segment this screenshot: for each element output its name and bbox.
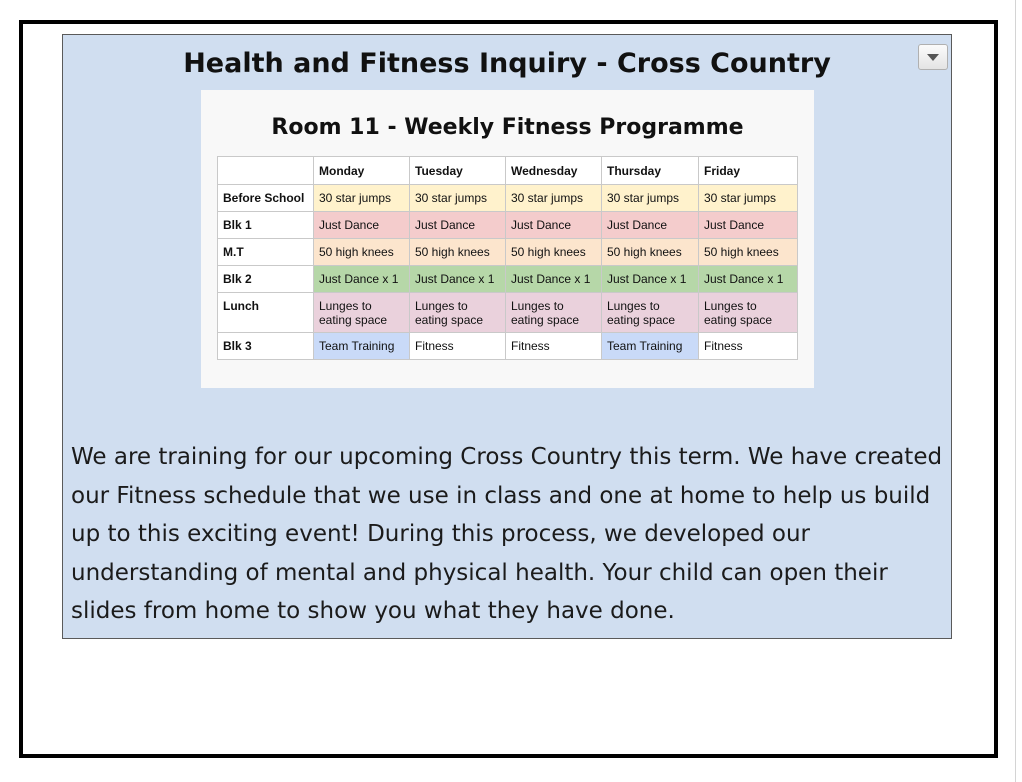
table-row: [218, 239, 798, 266]
row-label: Blk 3: [218, 333, 314, 360]
scrollbar-track[interactable]: [1015, 0, 1016, 782]
header-day: Monday: [314, 157, 410, 185]
table-row: [218, 333, 798, 360]
table-cell: Lunges to eating space: [699, 293, 798, 333]
table-cell: Just Dance: [506, 212, 602, 239]
table-cell: 50 high knees: [506, 239, 602, 266]
table-cell: 30 star jumps: [602, 185, 699, 212]
row-label: M.T: [218, 239, 314, 266]
table-cell: Just Dance x 1: [602, 266, 699, 293]
header-corner: [218, 157, 314, 185]
table-cell: Lunges to eating space: [314, 293, 410, 333]
table-cell: 50 high knees: [314, 239, 410, 266]
header-day: Wednesday: [506, 157, 602, 185]
row-label: Before School: [218, 185, 314, 212]
header-day: Thursday: [602, 157, 699, 185]
table-cell: Team Training: [314, 333, 410, 360]
table-cell: Just Dance x 1: [699, 266, 798, 293]
table-cell: Fitness: [699, 333, 798, 360]
row-label: Lunch: [218, 293, 314, 333]
description-text: We are training for our upcoming Cross Country this term. We have created our Fitness schedule that we use in class and one at home to help us build up to this exciting event! During this process, we developed our understanding of mental and physical health. Your child can open their slides from home to show you what they have done.: [71, 444, 943, 624]
panel-title: Health and Fitness Inquiry - Cross Country: [183, 48, 831, 79]
table-row: [218, 293, 798, 333]
table-header-row: [218, 157, 798, 185]
table-cell: Fitness: [410, 333, 506, 360]
header-day: Tuesday: [410, 157, 506, 185]
table-row: [218, 266, 798, 293]
table-cell: Lunges to eating space: [410, 293, 506, 333]
table-cell: 30 star jumps: [506, 185, 602, 212]
row-label: Blk 2: [218, 266, 314, 293]
caret-down-icon: [927, 54, 939, 61]
table-cell: 50 high knees: [699, 239, 798, 266]
table-cell: 30 star jumps: [699, 185, 798, 212]
dropdown-button[interactable]: [918, 44, 948, 70]
table-cell: Lunges to eating space: [602, 293, 699, 333]
schedule-table: [217, 156, 798, 360]
header-day: Friday: [699, 157, 798, 185]
table-cell: Just Dance: [699, 212, 798, 239]
table-cell: Just Dance: [410, 212, 506, 239]
table-cell: 30 star jumps: [314, 185, 410, 212]
table-cell: 50 high knees: [602, 239, 699, 266]
table-cell: Just Dance x 1: [506, 266, 602, 293]
row-label: Blk 1: [218, 212, 314, 239]
table-cell: 30 star jumps: [410, 185, 506, 212]
table-cell: Lunges to eating space: [506, 293, 602, 333]
table-row: [218, 212, 798, 239]
table-cell: Just Dance: [602, 212, 699, 239]
table-cell: Just Dance x 1: [410, 266, 506, 293]
programme-title: Room 11 - Weekly Fitness Programme: [271, 115, 744, 140]
table-cell: 50 high knees: [410, 239, 506, 266]
table-cell: Team Training: [602, 333, 699, 360]
table-cell: Just Dance: [314, 212, 410, 239]
table-cell: Just Dance x 1: [314, 266, 410, 293]
table-row: [218, 185, 798, 212]
fitness-programme-image: [201, 90, 814, 388]
table-cell: Fitness: [506, 333, 602, 360]
